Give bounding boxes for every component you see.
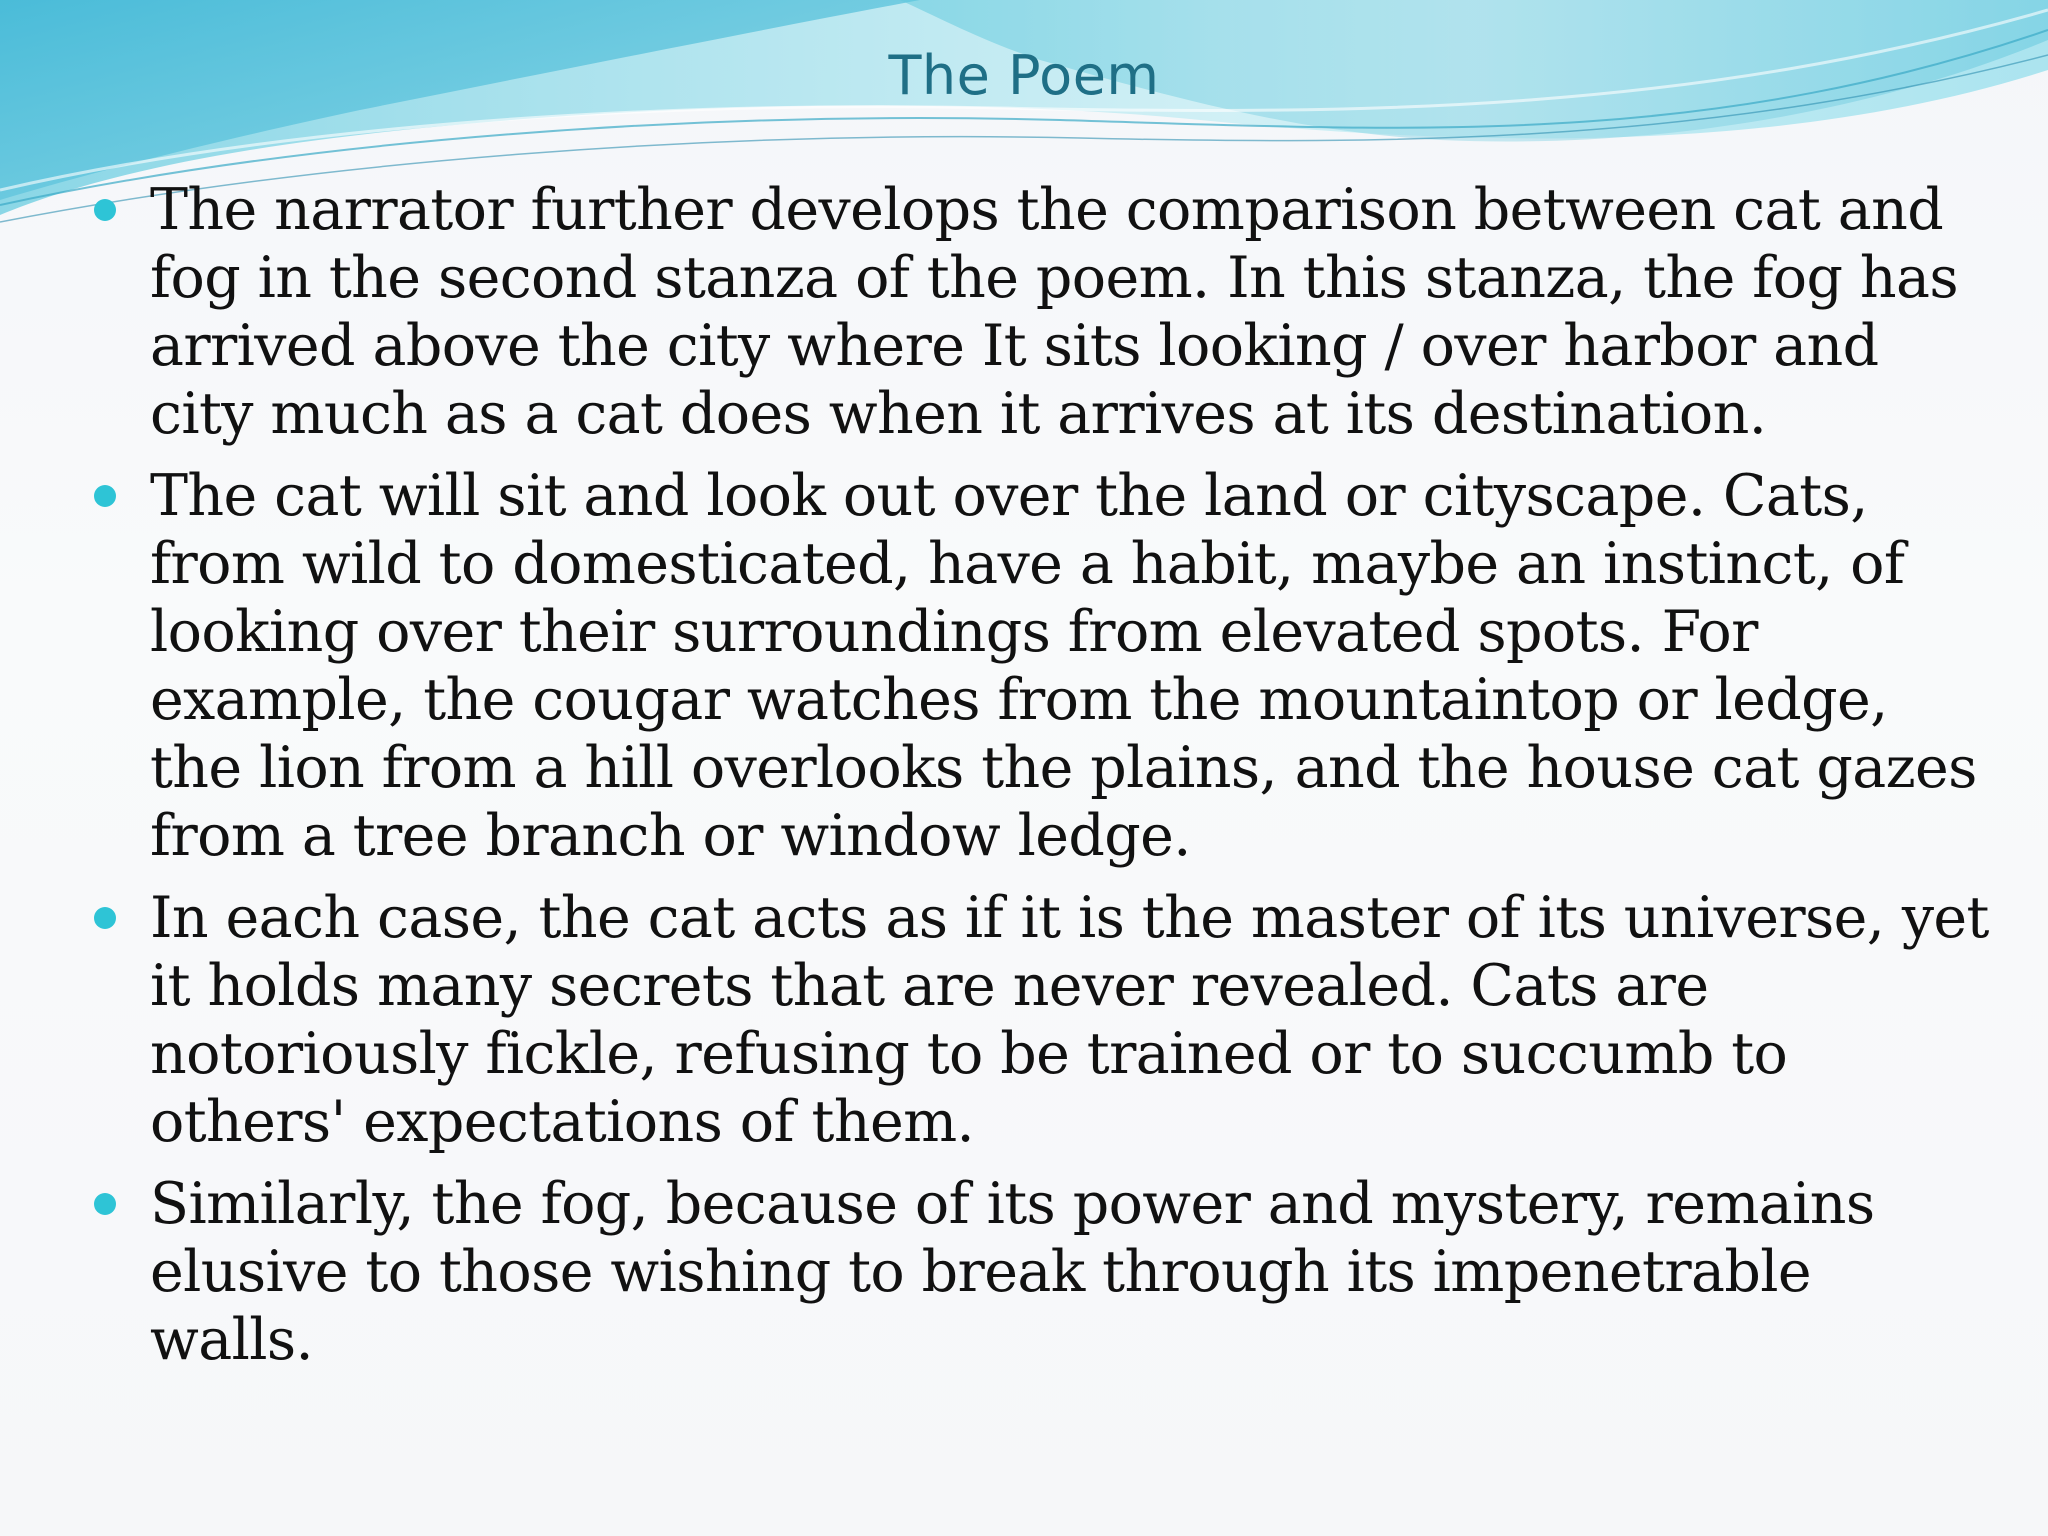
bullet-dot-icon	[94, 1193, 116, 1215]
bullet-item	[90, 176, 1990, 448]
slide-title: The Poem	[888, 44, 1160, 107]
bullet-item	[90, 884, 1990, 1156]
bullet-dot-icon	[94, 199, 116, 221]
bullet-dot-icon	[94, 907, 116, 929]
bullet-text: Similarly, the fog, because of its power and mystery, remains elusive to those wishing to break through its impenetrable walls.	[150, 1171, 1875, 1373]
bullet-dot-icon	[94, 485, 116, 507]
bullet-item	[90, 462, 1990, 870]
bullet-list	[90, 176, 1990, 1388]
bullet-text: In each case, the cat acts as if it is the master of its universe, yet it holds many secrets that are never revealed. Cats are notoriously fickle, refusing to be trained or to succumb to others' expectations of them.	[150, 885, 1989, 1155]
bullet-text: The narrator further develops the comparison between cat and fog in the second stanza of the poem. In this stanza, the fog has arrived above the city where It sits looking / over harbor and city much as a cat does when it arrives at its destination.	[150, 177, 1958, 447]
bullet-text: The cat will sit and look out over the land or cityscape. Cats, from wild to domesticated, have a habit, maybe an instinct, of looking over their surroundings from elevated spots. For example, the cougar watches from the mountaintop or ledge, the lion from a hill overlooks the plains, and the house cat gazes from a tree branch or window ledge.	[150, 463, 1977, 869]
bullet-item	[90, 1170, 1990, 1374]
